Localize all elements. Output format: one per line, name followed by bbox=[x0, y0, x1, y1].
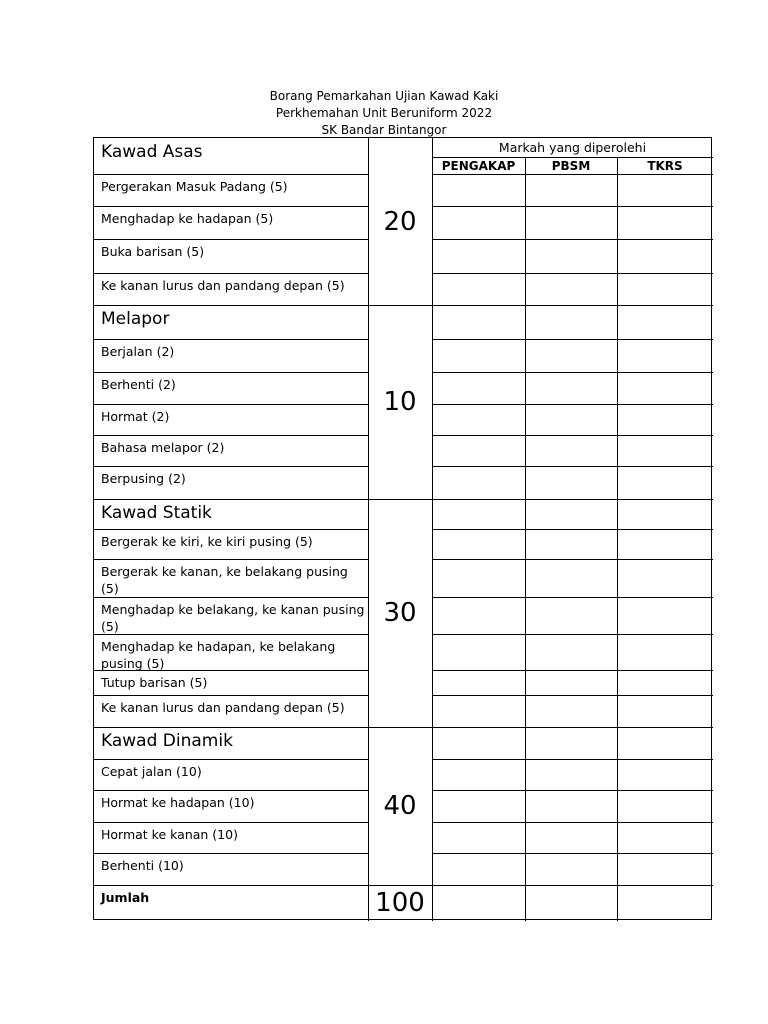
grid-line bbox=[94, 853, 368, 854]
criteria-item: Cepat jalan (10) bbox=[101, 764, 202, 779]
grid-line bbox=[432, 499, 713, 500]
grid-line bbox=[368, 138, 369, 921]
score-cell-pbsm[interactable] bbox=[525, 822, 617, 853]
criteria-item: Menghadap ke hadapan, ke belakang pusing (5) bbox=[101, 639, 336, 670]
grid-line bbox=[432, 597, 713, 598]
criteria-item: Menghadap ke hadapan (5) bbox=[101, 211, 274, 226]
grid-line bbox=[432, 174, 713, 175]
grid-line bbox=[94, 174, 368, 175]
score-cell-pengakap[interactable] bbox=[432, 435, 525, 466]
section-title: Kawad Statik bbox=[101, 503, 212, 523]
score-cell-pengakap[interactable] bbox=[432, 499, 525, 529]
grid-line bbox=[94, 239, 368, 240]
grid-line bbox=[432, 822, 713, 823]
grid-line bbox=[94, 206, 368, 207]
grid-line bbox=[432, 853, 713, 854]
score-cell-pengakap[interactable] bbox=[432, 305, 525, 339]
score-cell-tkrs[interactable] bbox=[617, 466, 713, 499]
section-title: Kawad Dinamik bbox=[101, 731, 233, 751]
total-label: Jumlah bbox=[101, 890, 150, 905]
criteria-item: Berjalan (2) bbox=[101, 344, 175, 359]
grid-line bbox=[432, 790, 713, 791]
score-cell-tkrs[interactable] bbox=[617, 435, 713, 466]
criteria-item: Buka barisan (5) bbox=[101, 244, 205, 259]
grid-line bbox=[94, 529, 368, 530]
grid-line bbox=[432, 305, 713, 306]
criteria-item: Hormat ke hadapan (10) bbox=[101, 795, 255, 810]
score-cell-tkrs[interactable] bbox=[617, 559, 713, 597]
score-cell-pengakap[interactable] bbox=[432, 695, 525, 727]
score-cell-tkrs[interactable] bbox=[617, 404, 713, 435]
grid-line bbox=[368, 499, 432, 500]
score-cell-pengakap[interactable] bbox=[432, 339, 525, 372]
score-cell-pbsm[interactable] bbox=[525, 670, 617, 695]
score-cell-tkrs[interactable] bbox=[617, 529, 713, 559]
grid-line bbox=[432, 339, 713, 340]
score-cell-pbsm[interactable] bbox=[525, 853, 617, 885]
criteria-item: Bergerak ke kanan, ke belakang pusing (5) bbox=[101, 564, 348, 596]
score-cell-tkrs[interactable] bbox=[617, 759, 713, 790]
score-cell-tkrs[interactable] bbox=[617, 790, 713, 822]
grid-line bbox=[94, 597, 368, 598]
grand-total-score: 100 bbox=[375, 888, 425, 918]
score-cell-pengakap[interactable] bbox=[432, 239, 525, 273]
grid-line bbox=[432, 435, 713, 436]
score-cell-pengakap[interactable] bbox=[432, 559, 525, 597]
score-cell-tkrs[interactable] bbox=[617, 853, 713, 885]
score-cell-pengakap[interactable] bbox=[432, 372, 525, 404]
score-cell-tkrs[interactable] bbox=[617, 206, 713, 239]
grid-line bbox=[94, 466, 368, 467]
score-cell-pengakap[interactable] bbox=[432, 597, 525, 634]
grid-line bbox=[432, 759, 713, 760]
criteria-item: Berpusing (2) bbox=[101, 471, 186, 486]
grid-line bbox=[94, 670, 368, 671]
column-header-pengakap: PENGAKAP bbox=[441, 158, 516, 173]
score-cell-pbsm[interactable] bbox=[525, 206, 617, 239]
criteria-item: Berhenti (10) bbox=[101, 858, 184, 873]
score-cell-pbsm[interactable] bbox=[525, 372, 617, 404]
score-cell-pengakap[interactable] bbox=[432, 822, 525, 853]
score-cell-tkrs[interactable] bbox=[617, 372, 713, 404]
criteria-item: Bergerak ke kiri, ke kiri pusing (5) bbox=[101, 534, 313, 549]
criteria-item: Bahasa melapor (2) bbox=[101, 440, 225, 455]
grid-line bbox=[94, 273, 368, 274]
grid-line bbox=[432, 670, 713, 671]
column-header-pbsm: PBSM bbox=[551, 158, 591, 173]
grid-line bbox=[94, 885, 368, 886]
grid-line bbox=[94, 759, 368, 760]
score-cell-pbsm[interactable] bbox=[525, 759, 617, 790]
grid-line bbox=[432, 239, 713, 240]
section-title: Kawad Asas bbox=[101, 142, 203, 162]
score-cell-pbsm[interactable] bbox=[525, 404, 617, 435]
score-cell-pengakap[interactable] bbox=[432, 466, 525, 499]
score-cell-pengakap[interactable] bbox=[432, 790, 525, 822]
score-cell-tkrs[interactable] bbox=[617, 499, 713, 529]
grid-line bbox=[525, 157, 526, 921]
score-cell-pbsm[interactable] bbox=[525, 435, 617, 466]
grid-line bbox=[432, 885, 713, 886]
score-cell-pengakap[interactable] bbox=[432, 174, 525, 206]
score-cell-pengakap[interactable] bbox=[432, 670, 525, 695]
grid-line bbox=[432, 727, 713, 728]
score-cell-pengakap[interactable] bbox=[432, 727, 525, 759]
form-event: Perkhemahan Unit Beruniform 2022 bbox=[275, 106, 493, 120]
score-cell-pbsm[interactable] bbox=[525, 339, 617, 372]
score-cell-tkrs[interactable] bbox=[617, 273, 713, 305]
score-cell-tkrs[interactable] bbox=[617, 174, 713, 206]
section-max-score: 40 bbox=[383, 791, 417, 821]
section-max-score: 10 bbox=[383, 387, 417, 417]
grid-line bbox=[432, 206, 713, 207]
criteria-item: Ke kanan lurus dan pandang depan (5) bbox=[101, 278, 345, 293]
criteria-item: Berhenti (2) bbox=[101, 377, 176, 392]
score-cell-tkrs[interactable] bbox=[617, 634, 713, 670]
form-header bbox=[0, 88, 768, 139]
criteria-item: Tutup barisan (5) bbox=[101, 675, 208, 690]
score-cell-pengakap[interactable] bbox=[432, 853, 525, 885]
score-cell-pbsm[interactable] bbox=[525, 634, 617, 670]
grid-line bbox=[432, 466, 713, 467]
form-title: Borang Pemarkahan Ujian Kawad Kaki bbox=[269, 89, 499, 103]
grid-line bbox=[94, 305, 368, 306]
grid-line bbox=[432, 529, 713, 530]
grid-line bbox=[432, 138, 433, 921]
score-cell-pengakap[interactable] bbox=[432, 885, 525, 921]
score-cell-pbsm[interactable] bbox=[525, 239, 617, 273]
score-cell-pbsm[interactable] bbox=[525, 305, 617, 339]
score-cell-pbsm[interactable] bbox=[525, 695, 617, 727]
score-cell-pbsm[interactable] bbox=[525, 466, 617, 499]
score-cell-pbsm[interactable] bbox=[525, 790, 617, 822]
score-cell-tkrs[interactable] bbox=[617, 695, 713, 727]
grid-line bbox=[94, 790, 368, 791]
scoring-table bbox=[93, 137, 712, 920]
section-max-score: 20 bbox=[383, 206, 417, 237]
criteria-item: Ke kanan lurus dan pandang depan (5) bbox=[101, 700, 345, 715]
grid-line bbox=[94, 372, 368, 373]
criteria-item: Menghadap ke belakang, ke kanan pusing (5) bbox=[101, 602, 365, 634]
score-cell-pbsm[interactable] bbox=[525, 597, 617, 634]
score-cell-pengakap[interactable] bbox=[432, 759, 525, 790]
score-cell-tkrs[interactable] bbox=[617, 597, 713, 634]
score-cell-pbsm[interactable] bbox=[525, 529, 617, 559]
grid-line bbox=[432, 634, 713, 635]
criteria-item: Hormat ke kanan (10) bbox=[101, 827, 238, 842]
grid-line bbox=[94, 727, 368, 728]
score-cell-tkrs[interactable] bbox=[617, 239, 713, 273]
score-cell-tkrs[interactable] bbox=[617, 727, 713, 759]
grid-line bbox=[432, 372, 713, 373]
grid-line bbox=[617, 157, 618, 921]
grid-line bbox=[432, 559, 713, 560]
grid-line bbox=[368, 305, 432, 306]
form-school: SK Bandar Bintangor bbox=[321, 123, 447, 137]
grid-line bbox=[94, 695, 368, 696]
score-cell-pengakap[interactable] bbox=[432, 206, 525, 239]
grid-line bbox=[368, 727, 432, 728]
score-cell-pengakap[interactable] bbox=[432, 273, 525, 305]
score-cell-pbsm[interactable] bbox=[525, 559, 617, 597]
score-cell-pbsm[interactable] bbox=[525, 727, 617, 759]
grid-line bbox=[432, 695, 713, 696]
criteria-item: Pergerakan Masuk Padang (5) bbox=[101, 179, 288, 194]
score-cell-tkrs[interactable] bbox=[617, 339, 713, 372]
grid-line bbox=[94, 435, 368, 436]
score-cell-pengakap[interactable] bbox=[432, 634, 525, 670]
score-cell-tkrs[interactable] bbox=[617, 305, 713, 339]
criteria-item: Hormat (2) bbox=[101, 409, 170, 424]
grid-line bbox=[94, 822, 368, 823]
score-cell-tkrs[interactable] bbox=[617, 670, 713, 695]
score-cell-pengakap[interactable] bbox=[432, 529, 525, 559]
score-cell-pbsm[interactable] bbox=[525, 273, 617, 305]
grid-line bbox=[432, 273, 713, 274]
grid-line bbox=[94, 499, 368, 500]
score-cell-tkrs[interactable] bbox=[617, 885, 713, 921]
score-cell-pbsm[interactable] bbox=[525, 885, 617, 921]
score-cell-pengakap[interactable] bbox=[432, 404, 525, 435]
grid-line bbox=[94, 634, 368, 635]
column-header-tkrs: TKRS bbox=[647, 158, 683, 173]
grid-line bbox=[94, 404, 368, 405]
section-max-score: 30 bbox=[383, 598, 417, 628]
score-cell-tkrs[interactable] bbox=[617, 822, 713, 853]
grid-line bbox=[94, 339, 368, 340]
grid-line bbox=[94, 559, 368, 560]
score-cell-pbsm[interactable] bbox=[525, 174, 617, 206]
section-title: Melapor bbox=[101, 309, 170, 329]
marks-header: Markah yang diperolehi bbox=[498, 140, 647, 155]
grid-line bbox=[368, 885, 432, 886]
score-cell-pbsm[interactable] bbox=[525, 499, 617, 529]
grid-line bbox=[432, 404, 713, 405]
